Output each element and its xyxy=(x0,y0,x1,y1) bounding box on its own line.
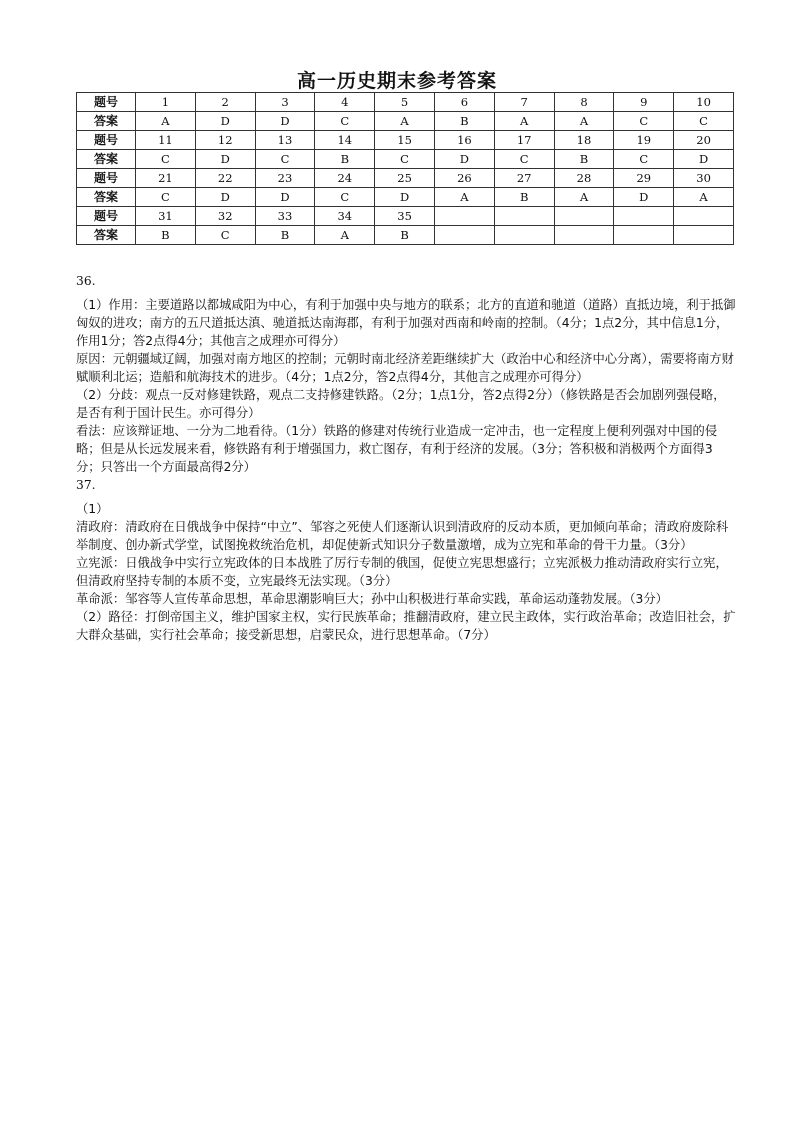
question-37-number: 37. xyxy=(76,478,96,492)
question-number-cell: 19 xyxy=(614,131,674,150)
answer-cell xyxy=(614,226,674,245)
answer-cell: A xyxy=(494,112,554,131)
q36-paragraph-4: 看法：应该辩证地、一分为二地看待。（1分）铁路的修建对传统行业造成一定冲击，也一定程度上便利列强对中国的侵略；但是从长远发展来看，修铁路有利于增强国力，救亡图存，有利于经济的发展。（3分；答积极和消极两个方面得3分；只答出一个方面最高得2分） xyxy=(76,424,718,474)
answer-cell: D xyxy=(195,150,255,169)
question-number-cell: 29 xyxy=(614,169,674,188)
answer-cell: D xyxy=(434,150,494,169)
answer-cell: C xyxy=(136,150,196,169)
question-number-cell: 32 xyxy=(195,207,255,226)
question-number-cell: 15 xyxy=(375,131,435,150)
answer-header: 答案 xyxy=(77,188,136,207)
question-number-cell xyxy=(434,207,494,226)
question-number-cell: 21 xyxy=(136,169,196,188)
q37-paragraph-3: 立宪派：日俄战争中实行立宪政体的日本战胜了厉行专制的俄国，促使立宪思想盛行；立宪派极力推动清政府实行立宪，但清政府坚持专制的本质不变，立宪最终无法实现。（3分） xyxy=(76,556,728,588)
answer-cell: D xyxy=(195,112,255,131)
q37-paragraph-2: 清政府：清政府在日俄战争中保持“中立”、邹容之死使人们逐渐认识到清政府的反动本质，更加倾向革命；清政府废除科举制度、创办新式学堂，试图挽救统治危机，却促使新式知识分子数量激增，成为立宪和革命的骨干力量。（3分） xyxy=(76,520,729,552)
question-number-cell: 28 xyxy=(554,169,614,188)
answer-cell xyxy=(674,226,734,245)
answer-cell: C xyxy=(375,150,435,169)
question-number-row xyxy=(77,207,734,226)
answer-cell: C xyxy=(315,112,375,131)
q36-paragraph-3: （2）分歧：观点一反对修建铁路，观点二支持修建铁路。（2分；1点1分，答2点得2分）（修铁路是否会加剧列强侵略，是否有利于国计民生。亦可得分） xyxy=(76,388,726,420)
question-number-header: 题号 xyxy=(77,93,136,112)
question-number-cell: 27 xyxy=(494,169,554,188)
question-number-row xyxy=(77,169,734,188)
answer-cell: A xyxy=(315,226,375,245)
question-number-cell: 16 xyxy=(434,131,494,150)
question-number-cell xyxy=(554,207,614,226)
question-number-cell: 30 xyxy=(674,169,734,188)
answer-row xyxy=(77,150,734,169)
answer-cell: C xyxy=(136,188,196,207)
answer-cell: B xyxy=(375,226,435,245)
question-number-cell: 20 xyxy=(674,131,734,150)
question-number-cell: 34 xyxy=(315,207,375,226)
question-number-cell: 23 xyxy=(255,169,315,188)
answer-row xyxy=(77,112,734,131)
question-number-cell: 31 xyxy=(136,207,196,226)
answer-row xyxy=(77,188,734,207)
question-number-cell: 2 xyxy=(195,93,255,112)
question-number-cell: 12 xyxy=(195,131,255,150)
answer-cell: C xyxy=(315,188,375,207)
answer-cell: D xyxy=(255,188,315,207)
question-number-cell xyxy=(494,207,554,226)
answer-row xyxy=(77,226,734,245)
answer-cell: C xyxy=(614,150,674,169)
answer-cell: A xyxy=(136,112,196,131)
answer-cell: A xyxy=(434,188,494,207)
question-number-cell: 14 xyxy=(315,131,375,150)
question-number-cell: 33 xyxy=(255,207,315,226)
question-number-cell: 35 xyxy=(375,207,435,226)
question-number-cell: 3 xyxy=(255,93,315,112)
question-36-number: 36. xyxy=(76,274,96,288)
question-number-cell: 5 xyxy=(375,93,435,112)
answer-cell: B xyxy=(136,226,196,245)
q36-paragraph-1: （1）作用：主要道路以都城咸阳为中心，有利于加强中央与地方的联系；北方的直道和驰道（道路）直抵边境，利于抵御匈奴的进攻；南方的五尺道抵达滇、驰道抵达南海郡，有利于加强对西南和岭南的控制。（4分；1点2分，其中信息1分，作用1分；答2点得4分；其他言之成理亦可得分） xyxy=(76,298,736,348)
answer-cell: C xyxy=(195,226,255,245)
question-number-cell xyxy=(614,207,674,226)
question-number-cell: 11 xyxy=(136,131,196,150)
answer-cell: D xyxy=(195,188,255,207)
answer-cell xyxy=(554,226,614,245)
question-number-cell: 4 xyxy=(315,93,375,112)
answer-cell: C xyxy=(614,112,674,131)
question-number-cell: 10 xyxy=(674,93,734,112)
answer-cell: B xyxy=(255,226,315,245)
question-number-header: 题号 xyxy=(77,169,136,188)
answer-cell xyxy=(434,226,494,245)
question-number-cell: 26 xyxy=(434,169,494,188)
question-number-cell xyxy=(674,207,734,226)
question-number-header: 题号 xyxy=(77,207,136,226)
q36-paragraph-2: 原因：元朝疆域辽阔，加强对南方地区的控制；元朝时南北经济差距继续扩大（政治中心和经济中心分离），需要将南方财赋顺利北运；造船和航海技术的进步。（4分；1点2分，答2点得4分，其他言之成理亦可得分） xyxy=(76,352,734,384)
answer-cell: B xyxy=(434,112,494,131)
answer-cell: C xyxy=(494,150,554,169)
question-number-cell: 24 xyxy=(315,169,375,188)
question-number-cell: 8 xyxy=(554,93,614,112)
answer-cell: D xyxy=(255,112,315,131)
answer-header: 答案 xyxy=(77,112,136,131)
answer-cell: A xyxy=(554,188,614,207)
q37-paragraph-4: 革命派：邹容等人宣传革命思想，革命思潮影响巨大；孙中山积极进行革命实践，革命运动蓬勃发展。（3分） xyxy=(76,592,668,606)
question-number-cell: 17 xyxy=(494,131,554,150)
answer-cell: D xyxy=(674,150,734,169)
question-number-row xyxy=(77,131,734,150)
question-number-cell: 18 xyxy=(554,131,614,150)
answer-cell: A xyxy=(674,188,734,207)
question-number-cell: 9 xyxy=(614,93,674,112)
answer-cell: C xyxy=(255,150,315,169)
answer-cell: A xyxy=(554,112,614,131)
answer-cell: D xyxy=(614,188,674,207)
question-number-cell: 13 xyxy=(255,131,315,150)
page-title: 高一历史期末参考答案 xyxy=(296,70,497,92)
answer-header: 答案 xyxy=(77,150,136,169)
answer-cell: C xyxy=(674,112,734,131)
question-number-row xyxy=(77,93,734,112)
question-number-header: 题号 xyxy=(77,131,136,150)
answer-cell: B xyxy=(494,188,554,207)
q37-paragraph-5: （2）路径：打倒帝国主义，维护国家主权，实行民族革命；推翻清政府，建立民主政体，实行政治革命；改造旧社会，扩大群众基础，实行社会革命；接受新思想，启蒙民众，进行思想革命。（7分） xyxy=(76,610,736,642)
answer-header: 答案 xyxy=(77,226,136,245)
answer-cell: D xyxy=(375,188,435,207)
question-number-cell: 25 xyxy=(375,169,435,188)
answer-content xyxy=(76,272,736,644)
question-number-cell: 22 xyxy=(195,169,255,188)
question-number-cell: 7 xyxy=(494,93,554,112)
question-number-cell: 6 xyxy=(434,93,494,112)
q37-paragraph-1: （1） xyxy=(76,502,109,516)
question-number-cell: 1 xyxy=(136,93,196,112)
answer-cell: B xyxy=(315,150,375,169)
answer-table xyxy=(76,92,734,245)
answer-cell: A xyxy=(375,112,435,131)
answer-cell xyxy=(494,226,554,245)
answer-cell: B xyxy=(554,150,614,169)
